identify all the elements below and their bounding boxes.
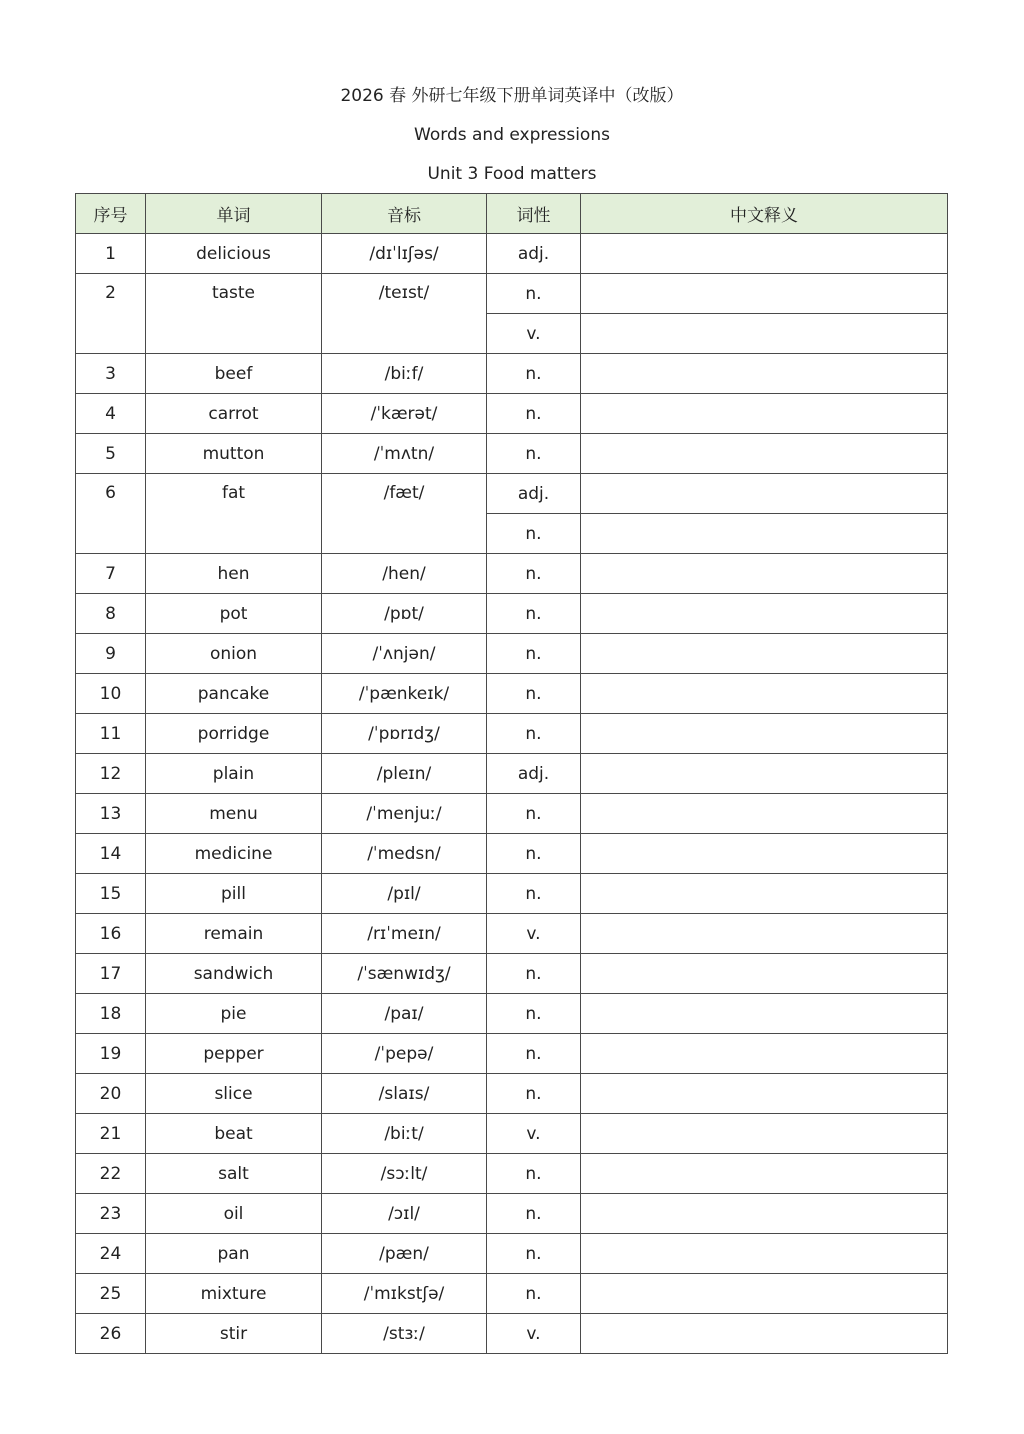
row-number: 11 <box>76 714 146 754</box>
chinese-meaning-blank[interactable] <box>581 274 948 314</box>
header-chinese-meaning: 中文释义 <box>581 194 948 234</box>
phonetic-cell: /paɪ/ <box>322 994 487 1034</box>
chinese-meaning-blank[interactable] <box>581 794 948 834</box>
word-cell: salt <box>146 1154 322 1194</box>
part-of-speech-cell: adj. <box>487 234 581 274</box>
phonetic-cell: /pæn/ <box>322 1234 487 1274</box>
chinese-meaning-blank[interactable] <box>581 714 948 754</box>
table-row <box>76 874 948 914</box>
phonetic-cell: /ˈpænkeɪk/ <box>322 674 487 714</box>
header-part-of-speech: 词性 <box>487 194 581 234</box>
phonetic-cell: /biːf/ <box>322 354 487 394</box>
word-cell: hen <box>146 554 322 594</box>
chinese-meaning-blank[interactable] <box>581 674 948 714</box>
word-cell: mutton <box>146 434 322 474</box>
part-of-speech-cell: n. <box>487 394 581 434</box>
table-row <box>76 1034 948 1074</box>
part-of-speech-cell: n. <box>487 554 581 594</box>
table-row <box>76 274 948 314</box>
table-row <box>76 1234 948 1274</box>
phonetic-cell: /sɔːlt/ <box>322 1154 487 1194</box>
phonetic-cell: /rɪˈmeɪn/ <box>322 914 487 954</box>
word-cell: mixture <box>146 1274 322 1314</box>
part-of-speech-cell: n. <box>487 594 581 634</box>
word-cell: pie <box>146 994 322 1034</box>
table-row <box>76 914 948 954</box>
word-cell: pot <box>146 594 322 634</box>
word-cell: sandwich <box>146 954 322 994</box>
chinese-meaning-blank[interactable] <box>581 1194 948 1234</box>
part-of-speech-cell: v. <box>487 914 581 954</box>
chinese-meaning-blank[interactable] <box>581 874 948 914</box>
vocabulary-table <box>75 193 948 1354</box>
part-of-speech-cell: n. <box>487 954 581 994</box>
part-of-speech-cell: n. <box>487 274 581 314</box>
row-number: 2 <box>76 274 146 354</box>
row-number: 25 <box>76 1274 146 1314</box>
table-row <box>76 834 948 874</box>
row-number: 22 <box>76 1154 146 1194</box>
table-row <box>76 394 948 434</box>
row-number: 8 <box>76 594 146 634</box>
section-subtitle: Words and expressions <box>414 125 610 145</box>
word-cell: pan <box>146 1234 322 1274</box>
row-number: 13 <box>76 794 146 834</box>
word-cell: pill <box>146 874 322 914</box>
row-number: 26 <box>76 1314 146 1354</box>
unit-title: Unit 3 Food matters <box>427 164 597 184</box>
word-cell: slice <box>146 1074 322 1114</box>
chinese-meaning-blank[interactable] <box>581 474 948 514</box>
phonetic-cell: /ˈsænwɪdʒ/ <box>322 954 487 994</box>
phonetic-cell: /ˈmʌtn/ <box>322 434 487 474</box>
word-cell: taste <box>146 274 322 354</box>
row-number: 24 <box>76 1234 146 1274</box>
part-of-speech-cell: n. <box>487 674 581 714</box>
word-cell: pepper <box>146 1034 322 1074</box>
word-cell: oil <box>146 1194 322 1234</box>
table-row <box>76 674 948 714</box>
phonetic-cell: /ˈmenjuː/ <box>322 794 487 834</box>
row-number: 14 <box>76 834 146 874</box>
chinese-meaning-blank[interactable] <box>581 314 948 354</box>
table-row <box>76 434 948 474</box>
table-row <box>76 474 948 514</box>
phonetic-cell: /fæt/ <box>322 474 487 554</box>
row-number: 23 <box>76 1194 146 1234</box>
part-of-speech-cell: v. <box>487 1314 581 1354</box>
chinese-meaning-blank[interactable] <box>581 1314 948 1354</box>
chinese-meaning-blank[interactable] <box>581 754 948 794</box>
phonetic-cell: /pɪl/ <box>322 874 487 914</box>
word-cell: onion <box>146 634 322 674</box>
phonetic-cell: /pleɪn/ <box>322 754 487 794</box>
chinese-meaning-blank[interactable] <box>581 1114 948 1154</box>
chinese-meaning-blank[interactable] <box>581 594 948 634</box>
header-word: 单词 <box>146 194 322 234</box>
table-row <box>76 754 948 794</box>
header-number: 序号 <box>76 194 146 234</box>
part-of-speech-cell: adj. <box>487 754 581 794</box>
part-of-speech-cell: n. <box>487 1034 581 1074</box>
part-of-speech-cell: v. <box>487 314 581 354</box>
row-number: 9 <box>76 634 146 674</box>
row-number: 6 <box>76 474 146 554</box>
part-of-speech-cell: n. <box>487 434 581 474</box>
part-of-speech-cell: n. <box>487 1154 581 1194</box>
word-cell: stir <box>146 1314 322 1354</box>
chinese-meaning-blank[interactable] <box>581 354 948 394</box>
chinese-meaning-blank[interactable] <box>581 634 948 674</box>
word-cell: remain <box>146 914 322 954</box>
word-cell: pancake <box>146 674 322 714</box>
phonetic-cell: /dɪˈlɪʃəs/ <box>322 234 487 274</box>
part-of-speech-cell: n. <box>487 834 581 874</box>
phonetic-cell: /ˈkærət/ <box>322 394 487 434</box>
phonetic-cell: /pɒt/ <box>322 594 487 634</box>
part-of-speech-cell: n. <box>487 514 581 554</box>
chinese-meaning-blank[interactable] <box>581 434 948 474</box>
table-row <box>76 1114 948 1154</box>
table-body <box>76 234 948 1354</box>
row-number: 19 <box>76 1034 146 1074</box>
phonetic-cell: /slaɪs/ <box>322 1074 487 1114</box>
chinese-meaning-blank[interactable] <box>581 554 948 594</box>
header-phonetic: 音标 <box>322 194 487 234</box>
chinese-meaning-blank[interactable] <box>581 514 948 554</box>
table-row <box>76 794 948 834</box>
word-cell: porridge <box>146 714 322 754</box>
part-of-speech-cell: n. <box>487 714 581 754</box>
chinese-meaning-blank[interactable] <box>581 1074 948 1114</box>
row-number: 5 <box>76 434 146 474</box>
row-number: 17 <box>76 954 146 994</box>
part-of-speech-cell: v. <box>487 1114 581 1154</box>
phonetic-cell: /ˈpepə/ <box>322 1034 487 1074</box>
row-number: 15 <box>76 874 146 914</box>
row-number: 16 <box>76 914 146 954</box>
table-row <box>76 1074 948 1114</box>
phonetic-cell: /ˈpɒrɪdʒ/ <box>322 714 487 754</box>
phonetic-cell: /ˈʌnjən/ <box>322 634 487 674</box>
row-number: 21 <box>76 1114 146 1154</box>
table-row <box>76 954 948 994</box>
table-row <box>76 1314 948 1354</box>
row-number: 20 <box>76 1074 146 1114</box>
row-number: 18 <box>76 994 146 1034</box>
row-number: 3 <box>76 354 146 394</box>
phonetic-cell: /teɪst/ <box>322 274 487 354</box>
table-row <box>76 234 948 274</box>
chinese-meaning-blank[interactable] <box>581 834 948 874</box>
word-cell: menu <box>146 794 322 834</box>
chinese-meaning-blank[interactable] <box>581 234 948 274</box>
table-row <box>76 554 948 594</box>
word-cell: plain <box>146 754 322 794</box>
chinese-meaning-blank[interactable] <box>581 1234 948 1274</box>
word-cell: beef <box>146 354 322 394</box>
phonetic-cell: /ˈmɪkstʃə/ <box>322 1274 487 1314</box>
phonetic-cell: /biːt/ <box>322 1114 487 1154</box>
part-of-speech-cell: n. <box>487 874 581 914</box>
word-cell: beat <box>146 1114 322 1154</box>
table-row <box>76 594 948 634</box>
phonetic-cell: /ɔɪl/ <box>322 1194 487 1234</box>
chinese-meaning-blank[interactable] <box>581 1034 948 1074</box>
phonetic-cell: /ˈmedsn/ <box>322 834 487 874</box>
part-of-speech-cell: n. <box>487 1074 581 1114</box>
part-of-speech-cell: n. <box>487 354 581 394</box>
row-number: 10 <box>76 674 146 714</box>
chinese-meaning-blank[interactable] <box>581 1154 948 1194</box>
word-cell: carrot <box>146 394 322 434</box>
row-number: 7 <box>76 554 146 594</box>
row-number: 12 <box>76 754 146 794</box>
part-of-speech-cell: n. <box>487 1234 581 1274</box>
word-cell: delicious <box>146 234 322 274</box>
word-cell: fat <box>146 474 322 554</box>
table-row <box>76 714 948 754</box>
part-of-speech-cell: n. <box>487 994 581 1034</box>
table-row <box>76 634 948 674</box>
part-of-speech-cell: n. <box>487 1274 581 1314</box>
chinese-meaning-blank[interactable] <box>581 1274 948 1314</box>
part-of-speech-cell: adj. <box>487 474 581 514</box>
part-of-speech-cell: n. <box>487 794 581 834</box>
page-title: 2026 春 外研七年级下册单词英译中（改版） <box>340 86 684 106</box>
table-row <box>76 1154 948 1194</box>
chinese-meaning-blank[interactable] <box>581 994 948 1034</box>
phonetic-cell: /hen/ <box>322 554 487 594</box>
table-row <box>76 1274 948 1314</box>
row-number: 4 <box>76 394 146 434</box>
chinese-meaning-blank[interactable] <box>581 954 948 994</box>
word-cell: medicine <box>146 834 322 874</box>
table-row <box>76 1194 948 1234</box>
phonetic-cell: /stɜː/ <box>322 1314 487 1354</box>
part-of-speech-cell: n. <box>487 634 581 674</box>
chinese-meaning-blank[interactable] <box>581 914 948 954</box>
chinese-meaning-blank[interactable] <box>581 394 948 434</box>
table-header-row <box>76 194 948 234</box>
part-of-speech-cell: n. <box>487 1194 581 1234</box>
table-row <box>76 354 948 394</box>
table-row <box>76 994 948 1034</box>
row-number: 1 <box>76 234 146 274</box>
